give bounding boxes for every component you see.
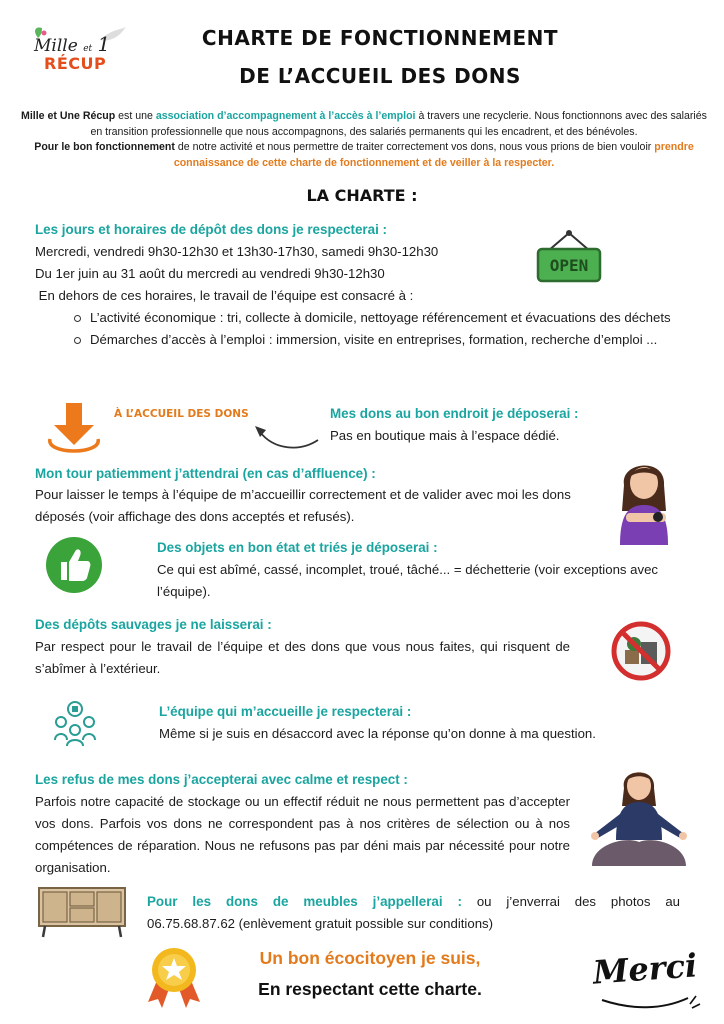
s5-heading: Des dépôts sauvages je ne laisserai :	[35, 617, 272, 632]
logo	[28, 24, 128, 84]
s8-line1	[147, 891, 680, 913]
logo-et: et	[83, 44, 93, 54]
page-title-line2: DE L’ACCUEIL DES DONS	[239, 64, 521, 88]
intro-p1b: association d’accompagnement à l’accès à l’emploi	[155, 110, 416, 122]
intro-p1c: à travers une recyclerie. Nous fonctionnons avec des salariés en transition professionnelle que nous accompagnons, des salariés permanents qui les encadrent, et des bénévoles.	[90, 110, 707, 138]
list-item: Démarches d’accès à l’emploi : immersion, visite en entreprises, formation, recherche d’emploi ...	[72, 329, 682, 351]
s6-heading: L’équipe qui m’accueille je respecterai :	[159, 704, 412, 719]
s2-tag: À L’ACCUEIL DES DONS	[114, 408, 249, 420]
no-dumping-icon	[610, 620, 672, 682]
intro-org: Mille et Une Récup	[21, 110, 116, 122]
s2-heading: Mes dons au bon endroit je déposerai :	[330, 406, 579, 421]
s8-heading: Pour les dons de meubles j’appellerai :	[147, 894, 462, 909]
logo-mille: Mille	[34, 36, 78, 56]
s7-heading: Les refus de mes dons j’accepterai avec calme et respect :	[35, 772, 408, 787]
open-sign-label: OPEN	[549, 256, 589, 275]
s4-heading: Des objets en bon état et triés je déposerai :	[157, 540, 438, 555]
footer-line1: Un bon écocitoyen je suis,	[259, 948, 481, 968]
waiting-woman-icon	[606, 455, 682, 545]
curved-arrow-icon	[252, 422, 322, 452]
page-title-line1: CHARTE DE FONCTIONNEMENT	[201, 26, 559, 50]
s1-line3: En dehors de ces horaires, le travail de l’équipe est consacré à :	[35, 288, 414, 303]
download-arrow-icon	[44, 401, 106, 457]
s5-text: Par respect pour le travail de l’équipe et des dons que vous nous faites, qui risquent de s’abîmer à l’extérieur.	[35, 639, 570, 676]
merci-flourish-icon	[592, 992, 702, 1014]
s1-line2: Du 1er juin au 31 août du mercredi au vendredi 9h30-12h30	[35, 266, 385, 281]
team-icon	[53, 700, 97, 748]
intro-p2c: prendre connaissance de cette charte de fonctionnement et de veiller à la respecter.	[173, 141, 694, 169]
s6-text: Même si je suis en désaccord avec la réponse qu’on donne à ma question.	[159, 726, 596, 741]
charte-title: LA CHARTE :	[306, 186, 418, 205]
list-item: L’activité économique : tri, collecte à domicile, nettoyage référencement et évacuations des déchets	[72, 307, 682, 329]
meditating-woman-icon	[586, 762, 694, 872]
logo-recup: RÉCUP	[44, 54, 107, 73]
s2-text: Pas en boutique mais à l’espace dédié.	[330, 428, 560, 443]
s7-text: Parfois notre capacité de stockage ou un effectif réduit ne nous permettent pas d’accepter vos dons. Parfois vos dons ne correspondent pas à nos critères de sélection ou à nos compétences de réparation. Nous ne refusons pas par déni mais par nécessité pour notre organisation.	[35, 794, 570, 875]
merci-signature: Merci	[591, 946, 699, 992]
sideboard-furniture-icon	[37, 886, 127, 938]
open-sign	[536, 229, 602, 283]
s8-text1: ou j’enverrai des photos au	[461, 894, 680, 909]
footer-line2: En respectant cette charte.	[258, 979, 482, 999]
medal-icon	[144, 944, 204, 1010]
logo-num: 1	[97, 32, 111, 56]
s4-text: Ce qui est abîmé, cassé, incomplet, troué, tâché... = déchetterie (voir exceptions avec l’équipe).	[157, 562, 659, 599]
intro-p1a: est une	[115, 110, 156, 122]
s1-line1: Mercredi, vendredi 9h30-12h30 et 13h30-17h30, samedi 9h30-12h30	[35, 244, 439, 259]
s8-text2: 06.75.68.87.62 (enlèvement gratuit possible sur conditions)	[147, 916, 494, 931]
thumbs-up-icon	[45, 536, 103, 594]
intro	[14, 109, 714, 171]
s3-heading: Mon tour patiemment j’attendrai (en cas d’affluence) :	[35, 466, 376, 481]
s1-heading: Les jours et horaires de dépôt des dons je respecterai :	[35, 222, 387, 237]
s3-text: Pour laisser le temps à l’équipe de m’accueillir correctement et de valider avec moi les dons déposés (voir affichage des dons acceptés et refusés).	[35, 487, 571, 524]
intro-p2a: Pour le bon fonctionnement	[34, 141, 175, 153]
intro-p2b: de notre activité et nous permettre de traiter correctement vos dons, nous vous prions de bien vouloir	[174, 141, 655, 153]
s1-bullets	[72, 307, 682, 351]
